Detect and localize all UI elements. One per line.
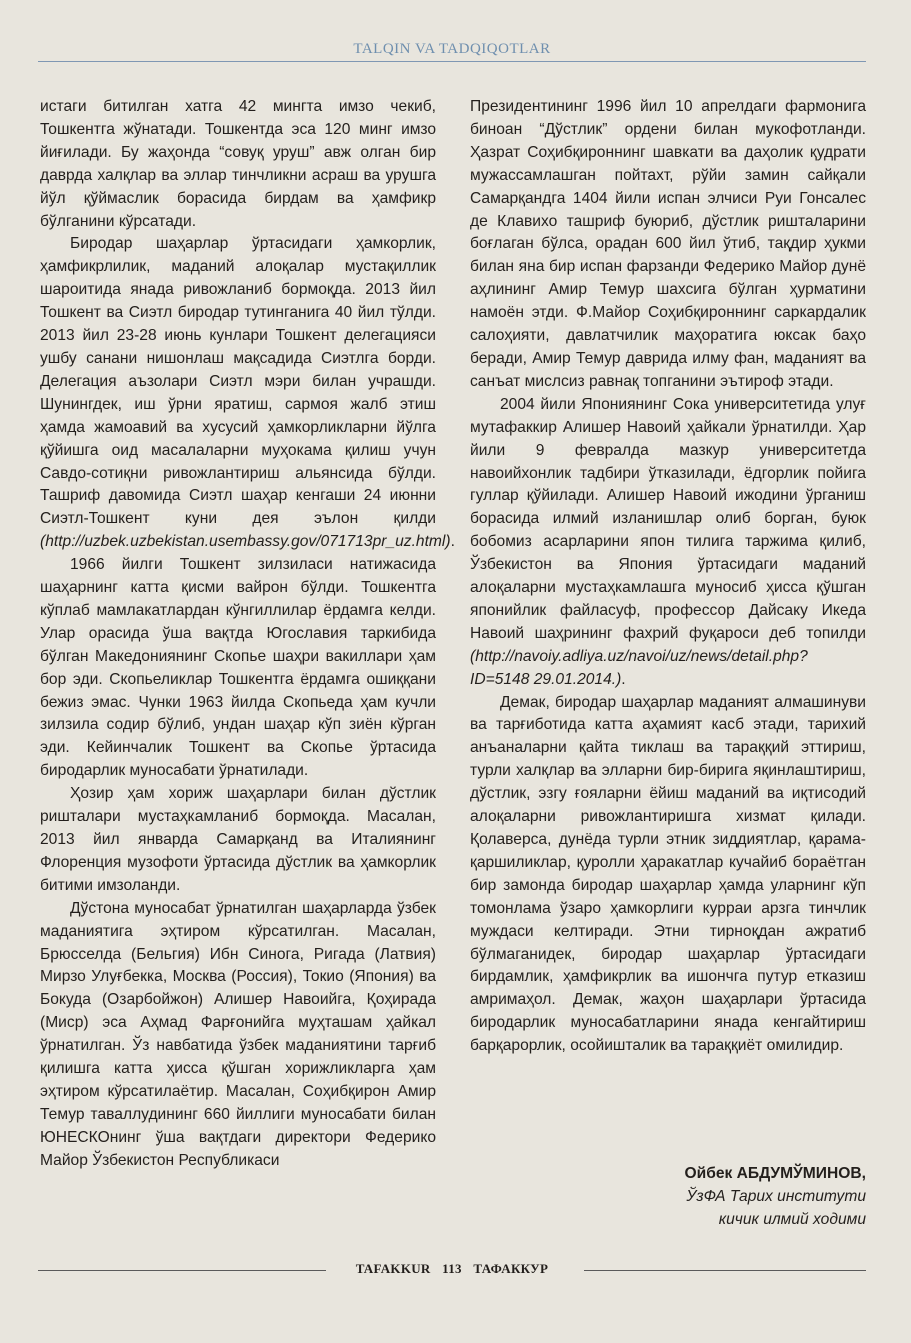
paragraph — [40, 783, 436, 898]
paragraph — [470, 692, 866, 1059]
right-column — [470, 96, 866, 1058]
footer-journal-cyrillic: ТАФАККУР — [473, 1261, 549, 1276]
paragraph-text: Президентининг 1996 йил 10 апрелдаги фармонига биноан “Дўстлик” ордени билан мукофотланди. Ҳазрат Соҳибқироннинг шавкати ва даҳолик қудрати мужассамлашган пойтахт, рўйи замин сайқали Самарқандга 1404 йили испан элчиси Руи Гонсалес де Клавихо ташриф буюриб, дўстлик ришталарини боғлаган бўлса, орадан 600 йил ўтиб, тақдир ҳукми билан яна бир испан фарзанди Федерико Майор дунё аҳлининг Амир Темур шахсига бўлган ҳурматини намоён этди. Ф.Майор Соҳибқироннинг саркардалик салоҳияти, давлатчилик маҳоратига юксак баҳо беради, Амир Темур даврида илму фан, маданият ва санъат мислсиз равнақ топганини эътироф этади. — [470, 98, 866, 390]
paragraph — [40, 554, 436, 783]
paragraph-text: Демак, биродар шаҳарлар маданият алмашинуви ва тарғиботида катта аҳамият касб этади, тарихий анъаналарни қайта тиклаш ва тараққий эттириш, турли халқлар ва элларни бир-бирига яқинлаштириш, дўстлик, эзгу ғояларни ёйиш маданий ва иқтисодий алоқаларни ривожлантиришга хизмат қилади. Қолаверса, дунёда турли этник зиддиятлар, қарама-қаршиликлар, қуролли ҳаракатлар кучайиб бораётган бир замонда биродар шаҳарлар ҳамда уларнинг кўп томонлама ўзаро ҳамкорлиги курраи арзга тинчлик муждаси келтиради. Этни тирноқдан ажратиб бўлмаганидек, биродар шаҳарлар ўртасидаги бирдамлик, ҳамфикрлик ва ишончга путур етказиш амримаҳол. Демак, жаҳон шаҳарлари ўртасида биродарлик муносабатларини янада кенгайтириш барқарорлик, осойишталик ва тараққиёт омилидир. — [470, 693, 866, 1055]
source-link: (http://navoiy.adliya.uz/navoi/uz/news/detail.php?ID=5148 29.01.2014.) — [470, 647, 808, 688]
page-number: 113 — [442, 1261, 462, 1276]
paragraph-text: Биродар шаҳарлар ўртасидаги ҳамкорлик, ҳамфикрлилик, маданий алоқалар мустақиллик шароитида янада ривожланиб бормоқда. 2013 йил Тошкент ва Сиэтл биродар тутинганига 40 йил тўлди. 2013 йил 23-28 июнь кунлари Тошкент делегацияси ушбу санани нишонлаш мақсадида Сиэтлга борди. Делегация аъзолари Сиэтл мэри билан учрашди. Шунингдек, иш ўрни яратиш, сармоя жалб этиш ҳамда жамоавий ва хусусий ҳамкорликларни йўлга қўйишга оид масалаларни муҳокама қилиш учун Савдо-сотиқни ривожлантириш альянсида бўлди. Ташриф давомида Сиэтл шаҳар кенгаши 24 июнни Сиэтл-Тошкент куни дея эълон қилди — [40, 235, 436, 528]
running-header — [38, 40, 866, 62]
page-footer — [38, 1261, 866, 1281]
header-divider — [38, 61, 866, 62]
footer-text — [38, 1261, 866, 1277]
left-column — [40, 96, 455, 1173]
paragraph-tail: . — [450, 533, 455, 551]
footer-journal-latin: TAFAKKUR — [355, 1261, 431, 1276]
author-name-line — [470, 1162, 866, 1185]
paragraph — [40, 898, 436, 1173]
paragraph — [40, 233, 455, 554]
paragraph-text: Ҳозир ҳам хориж шаҳарлари билан дўстлик ришталари мустаҳкамланиб бормоқда. Масалан, 2013 йил январда Самарқанд ва Италиянинг Флоренция музофоти ўртасида дўстлик ва ҳамкорлик битими имзоланди. — [40, 785, 436, 894]
paragraph-tail: . — [621, 670, 626, 688]
author-affiliation: ЎзФА Тарих институти — [686, 1188, 866, 1205]
paragraph-text: истаги битилган хатга 42 мингта имзо чекиб, Тошкентга жўнатади. Тошкентда эса 120 минг имзо йиғилади. Бу жаҳонда “совуқ уруш” авж олган бир даврда халқлар ва эллар тинчликни асраш ва урушга йўл қўймаслик борасида бирдам ва ҳамфикр бўлганини кўрсатади. — [40, 98, 436, 230]
author-position: кичик илмий ходими — [718, 1211, 866, 1228]
author-name: Ойбек АБДУМЎМИНОВ — [684, 1165, 862, 1182]
section-title: TALQIN VA TADQIQOTLAR — [347, 41, 556, 57]
author-signature — [470, 1162, 866, 1231]
paragraph — [470, 96, 866, 394]
author-name-comma: , — [861, 1165, 866, 1182]
paragraph — [470, 394, 866, 692]
source-link: (http://uzbek.uzbekistan.usembassy.gov/071713pr_uz.html) — [40, 533, 451, 551]
paragraph-text: 2004 йили Япониянинг Сока университетида улуғ мутафаккир Алишер Навоий ҳайкали ўрнатилди. Ҳар йили 9 февралда мазкур университетда навоийхонлик тадбири ўтказилади, ёдгорлик пойига гуллар қўйилади. Алишер Навоий ижодини ўрганиш борасида илмий изланишлар олиб борган, буюк бобомиз асарларини япон тилига таржима қилиб, Ўзбекистон ва Япония ўртасидаги маданий алоқаларни мустаҳкамлашга муносиб ҳисса қўшган японийлик файласуф, профессор Дайсаку Икеда Навоий шаҳрининг фахрий фуқароси деб топилди — [470, 395, 866, 642]
paragraph-text: Дўстона муносабат ўрнатилган шаҳарларда ўзбек маданиятига эҳтиром кўрсатилган. Масалан, Брюсселда (Бельгия) Ибн Синога, Ригада (Латвия) Мирзо Улуғбекка, Москва (Россия), Токио (Япония) ва Бокуда (Озарбойжон) Алишер Навоийга, Қоҳирада (Миср) эса Аҳмад Фарғонийга муҳташам ҳайкал ўрнатилган. Ўз навбатида ўзбек маданиятини тарғиб қилишга катта ҳисса қўшган хорижликларга ҳам эҳтиром кўрсатилаётир. Масалан, Соҳибқирон Амир Темур таваллудининг 660 йиллиги муносабати билан ЮНЕСКОнинг ўша вақтдаги директори Федерико Майор Ўзбекистон Республикаси — [40, 899, 436, 1169]
paragraph-text: 1966 йилги Тошкент зилзиласи натижасида шаҳарнинг катта қисми вайрон бўлди. Тошкентга кўплаб мамлакатлардан кўнгиллилар ёрдамга келди. Улар орасида ўша вақтда Югославия таркибида бўлган Македониянинг Скопье шаҳри вакиллари ҳам бор эди. Скопьеликлар Тошкентга ёрдамга ошиққани бежиз эмас. Чунки 1963 йилда Скопьеда ҳам кучли зилзила содир бўлиб, ундан шаҳар кўп зиён кўрган эди. Кейинчалик Тошкент ва Скопье ўртасида биродарлик муносабати ўрнатилади. — [40, 556, 436, 780]
paragraph — [40, 96, 436, 233]
